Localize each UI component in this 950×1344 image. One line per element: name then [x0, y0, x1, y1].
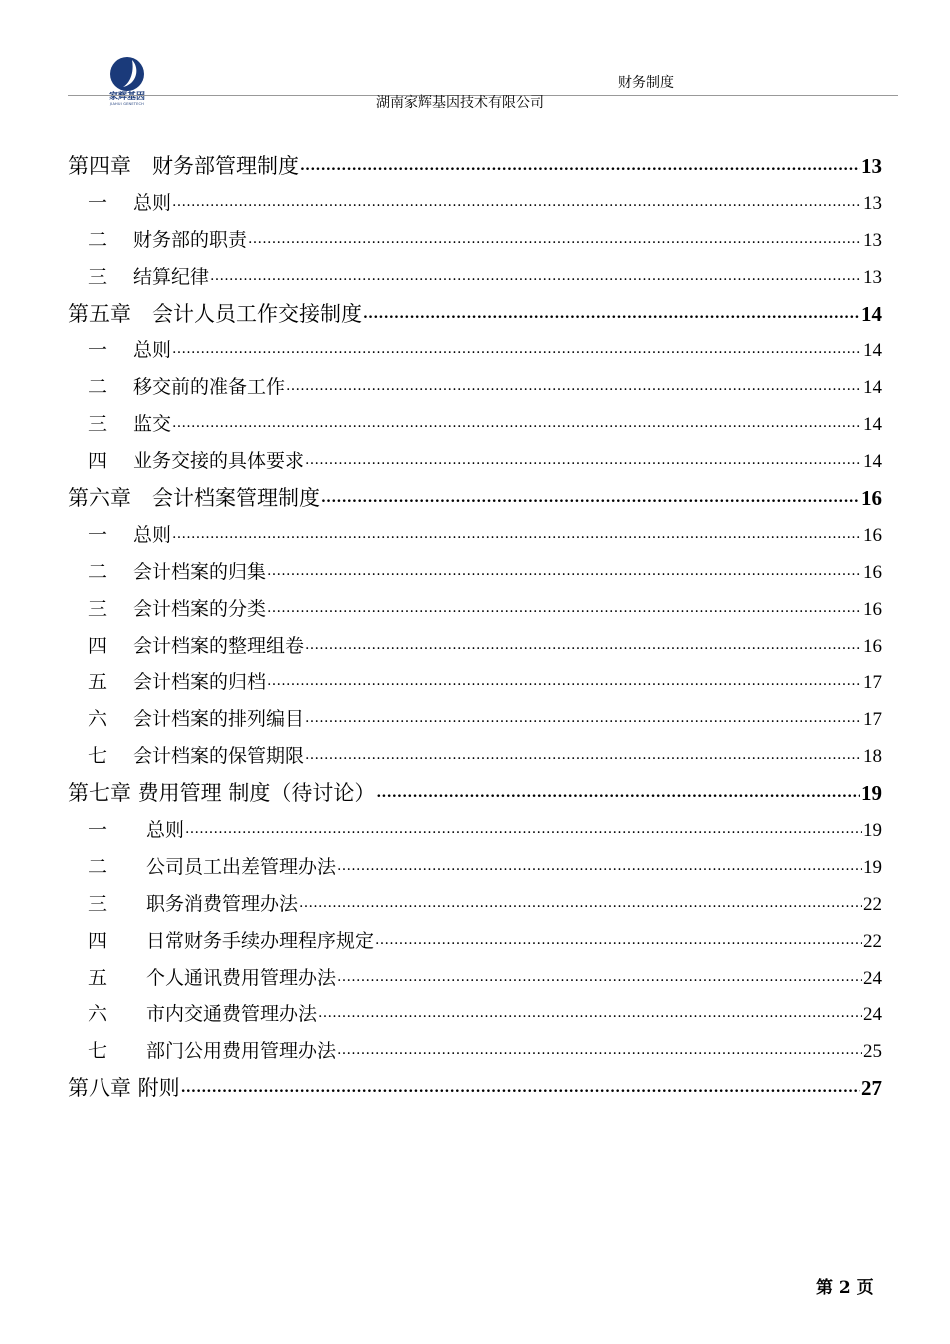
- toc-chapter-entry[interactable]: [68, 1070, 882, 1107]
- toc-section-entry[interactable]: [68, 664, 882, 701]
- toc-dot-leader: [181, 1075, 860, 1095]
- toc-page-number: 19: [863, 820, 882, 842]
- toc-entry-number: 一: [88, 339, 108, 362]
- toc-entry-title: 财务部的职责: [133, 228, 248, 251]
- toc-entry-title: 个人通讯费用管理办法: [146, 966, 337, 989]
- toc-page-number: 27: [861, 1076, 882, 1101]
- toc-entry-title: 会计档案的分类: [133, 597, 267, 620]
- toc-entry-number: 四: [88, 450, 108, 473]
- toc-entry-title: 职务消费管理办法: [146, 892, 299, 915]
- toc-entry-title: 第八章 附则: [68, 1076, 180, 1101]
- toc-section-entry[interactable]: [68, 886, 882, 923]
- toc-chapter-entry[interactable]: [68, 296, 882, 333]
- toc-section-entry[interactable]: [68, 849, 882, 886]
- toc-section-entry[interactable]: [68, 591, 882, 628]
- toc-entry-number: 二: [88, 376, 108, 399]
- toc-entry-title: 监交: [133, 413, 172, 436]
- toc-page-number: 25: [863, 1041, 882, 1063]
- toc-section-entry[interactable]: [68, 812, 882, 849]
- toc-page-number: 17: [863, 709, 882, 731]
- toc-entry-title: 日常财务手续办理程序规定: [146, 929, 375, 952]
- toc-page-number: 13: [861, 154, 882, 178]
- toc-section-entry[interactable]: [68, 259, 882, 296]
- toc-page-number: 22: [863, 930, 882, 952]
- toc-dot-leader: [337, 964, 862, 984]
- toc-dot-leader: [337, 1037, 862, 1057]
- toc-entry-number: 五: [88, 966, 108, 989]
- toc-section-entry[interactable]: [68, 960, 882, 997]
- toc-entry-title: 第六章 会计档案管理制度: [68, 486, 320, 511]
- toc-section-entry[interactable]: [68, 628, 882, 665]
- toc-entry-number: 一: [88, 523, 108, 546]
- toc-section-entry[interactable]: [68, 738, 882, 775]
- toc-page-number: 18: [863, 746, 882, 768]
- toc-section-entry[interactable]: [68, 369, 882, 406]
- toc-entry-title: 第五章 会计人员工作交接制度: [68, 301, 362, 326]
- toc-dot-leader: [299, 890, 862, 910]
- toc-section-entry[interactable]: [68, 996, 882, 1033]
- toc-entry-number: 五: [88, 671, 108, 694]
- toc-entry-number: 二: [88, 560, 108, 583]
- toc-section-entry[interactable]: [68, 923, 882, 960]
- toc-entry-title: 总则: [133, 523, 172, 546]
- toc-section-entry[interactable]: [68, 222, 882, 259]
- company-logo: [96, 56, 158, 112]
- toc-entry-title: 总则: [133, 191, 172, 214]
- toc-entry-title: 会计档案的归集: [133, 560, 267, 583]
- toc-page-number: 14: [863, 414, 882, 436]
- toc-entry-number: 四: [88, 929, 108, 952]
- toc-entry-number: 三: [88, 892, 108, 915]
- toc-dot-leader: [248, 226, 862, 246]
- toc-entry-title: 会计档案的保管期限: [133, 745, 305, 768]
- toc-dot-leader: [286, 373, 862, 393]
- toc-page-number: 13: [863, 192, 882, 214]
- toc-dot-leader: [337, 853, 862, 873]
- toc-dot-leader: [376, 780, 860, 800]
- page-number: 第 2 页: [816, 1278, 874, 1298]
- toc-page-number: 14: [863, 340, 882, 362]
- toc-entry-title: 业务交接的具体要求: [133, 450, 305, 473]
- toc-chapter-entry[interactable]: [68, 480, 882, 517]
- toc-entry-title: 总则: [146, 819, 185, 842]
- toc-entry-number: 七: [88, 1040, 108, 1063]
- toc-entry-number: 二: [88, 855, 108, 878]
- document-title: 财务制度: [618, 75, 674, 91]
- toc-entry-number: 七: [88, 745, 108, 768]
- toc-entry-number: 六: [88, 1003, 108, 1026]
- toc-page-number: 19: [863, 856, 882, 878]
- toc-dot-leader: [305, 447, 862, 467]
- toc-page-number: 16: [863, 635, 882, 657]
- toc-entry-number: 四: [88, 634, 108, 657]
- logo-mark-icon: [107, 56, 147, 92]
- toc-dot-leader: [172, 336, 862, 356]
- toc-section-entry[interactable]: [68, 1033, 882, 1070]
- toc-page-number: 13: [863, 266, 882, 288]
- toc-page-number: 16: [861, 486, 882, 511]
- toc-section-entry[interactable]: [68, 332, 882, 369]
- toc-dot-leader: [210, 263, 862, 283]
- toc-page-number: 24: [863, 967, 882, 989]
- toc-page-number: 14: [863, 377, 882, 399]
- toc-dot-leader: [363, 301, 860, 321]
- toc-entry-title: 移交前的准备工作: [133, 376, 286, 399]
- toc-page-number: 24: [863, 1004, 882, 1026]
- toc-entry-number: 三: [88, 413, 108, 436]
- toc-entry-title: 结算纪律: [133, 265, 210, 288]
- toc-page-number: 13: [863, 229, 882, 251]
- toc-dot-leader: [305, 705, 862, 725]
- toc-dot-leader: [172, 189, 862, 209]
- logo-text: 家辉基因: [108, 92, 145, 102]
- toc-dot-leader: [267, 595, 862, 615]
- toc-section-entry[interactable]: [68, 443, 882, 480]
- toc-dot-leader: [172, 521, 862, 541]
- toc-entry-title: 会计档案的排列编目: [133, 708, 305, 731]
- toc-entry-number: 六: [88, 708, 108, 731]
- toc-dot-leader: [300, 153, 860, 173]
- toc-entry-title: 总则: [133, 339, 172, 362]
- toc-section-entry[interactable]: [68, 517, 882, 554]
- company-name: 湖南家辉基因技术有限公司: [376, 95, 544, 111]
- toc-page-number: 16: [863, 561, 882, 583]
- toc-dot-leader: [305, 742, 862, 762]
- toc-section-entry[interactable]: [68, 185, 882, 222]
- toc-chapter-entry[interactable]: [68, 775, 882, 812]
- toc-page-number: 16: [863, 524, 882, 546]
- toc-entry-title: 第七章 费用管理 制度（待讨论）: [68, 781, 376, 806]
- toc-entry-title: 会计档案的整理组卷: [133, 634, 305, 657]
- toc-entry-title: 公司员工出差管理办法: [146, 855, 337, 878]
- toc-dot-leader: [321, 485, 860, 505]
- toc-section-entry[interactable]: [68, 701, 882, 738]
- toc-entry-title: 第四章 财务部管理制度: [68, 154, 299, 178]
- toc-entry-title: 市内交通费管理办法: [146, 1003, 318, 1026]
- toc-page-number: 17: [863, 672, 882, 694]
- toc-page-number: 14: [863, 451, 882, 473]
- toc-dot-leader: [267, 668, 862, 688]
- toc-entry-number: 一: [88, 191, 108, 214]
- toc-page-number: 19: [861, 781, 882, 806]
- toc-dot-leader: [172, 410, 862, 430]
- toc-section-entry[interactable]: [68, 406, 882, 443]
- toc-dot-leader: [318, 1000, 862, 1020]
- toc-dot-leader: [267, 558, 862, 578]
- logo-subtext: JIAHUI GENETECH: [110, 102, 144, 106]
- toc-entry-number: 一: [88, 819, 108, 842]
- toc-page-number: 14: [861, 301, 882, 326]
- toc-entry-number: 三: [88, 597, 108, 620]
- toc-entry-number: 三: [88, 265, 108, 288]
- toc-dot-leader: [305, 632, 862, 652]
- toc-page-number: 22: [863, 893, 882, 915]
- toc-entry-number: 二: [88, 228, 108, 251]
- toc-dot-leader: [185, 816, 862, 836]
- toc-dot-leader: [375, 927, 862, 947]
- toc-entry-title: 部门公用费用管理办法: [146, 1040, 337, 1063]
- toc-section-entry[interactable]: [68, 554, 882, 591]
- toc-page-number: 16: [863, 598, 882, 620]
- toc-entry-title: 会计档案的归档: [133, 671, 267, 694]
- toc-chapter-entry[interactable]: [68, 148, 882, 185]
- table-of-contents: [68, 148, 882, 1107]
